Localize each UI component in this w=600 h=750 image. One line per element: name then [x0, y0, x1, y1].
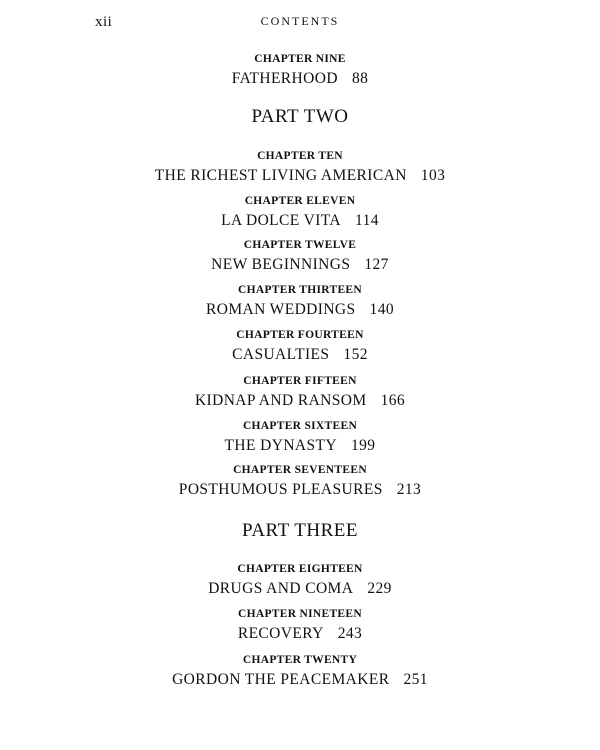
chapter-title-line [0, 167, 600, 185]
chapter-label: CHAPTER FIFTEEN [243, 375, 357, 387]
toc-entry-chapter-eleven [0, 194, 600, 230]
part-heading-two: PART TWO [251, 106, 349, 127]
toc-entry-chapter-seventeen [0, 463, 600, 499]
toc-entry-chapter-nineteen [0, 607, 600, 643]
toc-entry-chapter-twenty [0, 653, 600, 689]
toc-entry-chapter-nine [0, 52, 600, 88]
chapter-page-number: 229 [367, 580, 392, 597]
chapter-title: DRUGS AND COMA [208, 580, 354, 597]
chapter-title-line [0, 481, 600, 499]
chapter-title: ROMAN WEDDINGS [205, 301, 356, 318]
part-heading-three: PART THREE [242, 520, 358, 541]
chapter-title-line [0, 301, 600, 319]
chapter-title-line [0, 212, 600, 230]
chapter-title-line [0, 70, 600, 88]
chapter-title: THE DYNASTY [224, 437, 337, 454]
chapter-title: FATHERHOOD [231, 70, 338, 87]
chapter-page-number: 140 [369, 301, 394, 318]
chapter-label: CHAPTER ELEVEN [244, 195, 356, 207]
chapter-page-number: 213 [396, 481, 422, 498]
chapter-page-number: 114 [355, 212, 379, 229]
chapter-title-line [0, 392, 600, 410]
page-number: xii [95, 14, 113, 30]
chapter-page-number: 166 [380, 392, 406, 409]
chapter-page-number: 103 [420, 167, 446, 184]
chapter-title-line [0, 580, 600, 598]
chapter-title-line [0, 346, 600, 364]
chapter-title: CASUALTIES [232, 346, 330, 363]
toc-entry-chapter-thirteen [0, 283, 600, 319]
chapter-title: THE RICHEST LIVING AMERICAN [154, 167, 407, 184]
running-head: CONTENTS [260, 14, 340, 28]
toc-entry-chapter-fourteen [0, 328, 600, 364]
chapter-page-number: 88 [351, 70, 369, 87]
toc-entry-chapter-eighteen [0, 562, 600, 598]
toc-entry-chapter-twelve [0, 238, 600, 274]
chapter-title-line [0, 256, 600, 274]
chapter-title: KIDNAP AND RANSOM [194, 392, 367, 409]
toc-entry-chapter-ten [0, 149, 600, 185]
chapter-title: NEW BEGINNINGS [211, 256, 351, 273]
chapter-label: CHAPTER TWENTY [242, 654, 358, 666]
chapter-page-number: 251 [403, 671, 428, 688]
chapter-title: RECOVERY [237, 625, 324, 642]
chapter-label: CHAPTER TEN [257, 150, 343, 162]
chapter-page-number: 127 [364, 256, 389, 273]
chapter-label: CHAPTER FOURTEEN [236, 329, 364, 341]
toc-entry-chapter-sixteen [0, 419, 600, 455]
chapter-label: CHAPTER TWELVE [243, 239, 357, 251]
toc-entry-chapter-fifteen [0, 374, 600, 410]
chapter-title-line [0, 437, 600, 455]
chapter-page-number: 243 [337, 625, 363, 642]
chapter-label: CHAPTER NINE [254, 53, 346, 65]
chapter-page-number: 152 [343, 346, 368, 363]
chapter-title-line [0, 671, 600, 689]
chapter-title: LA DOLCE VITA [221, 212, 342, 229]
chapter-label: CHAPTER SIXTEEN [242, 420, 358, 432]
chapter-title-line [0, 625, 600, 643]
chapter-title: POSTHUMOUS PLEASURES [178, 481, 383, 498]
chapter-label: CHAPTER NINETEEN [238, 608, 362, 620]
chapter-title: GORDON THE PEACEMAKER [172, 671, 390, 688]
chapter-label: CHAPTER SEVENTEEN [233, 464, 367, 476]
chapter-page-number: 199 [351, 437, 376, 454]
chapter-label: CHAPTER THIRTEEN [238, 284, 362, 296]
chapter-label: CHAPTER EIGHTEEN [237, 563, 363, 575]
